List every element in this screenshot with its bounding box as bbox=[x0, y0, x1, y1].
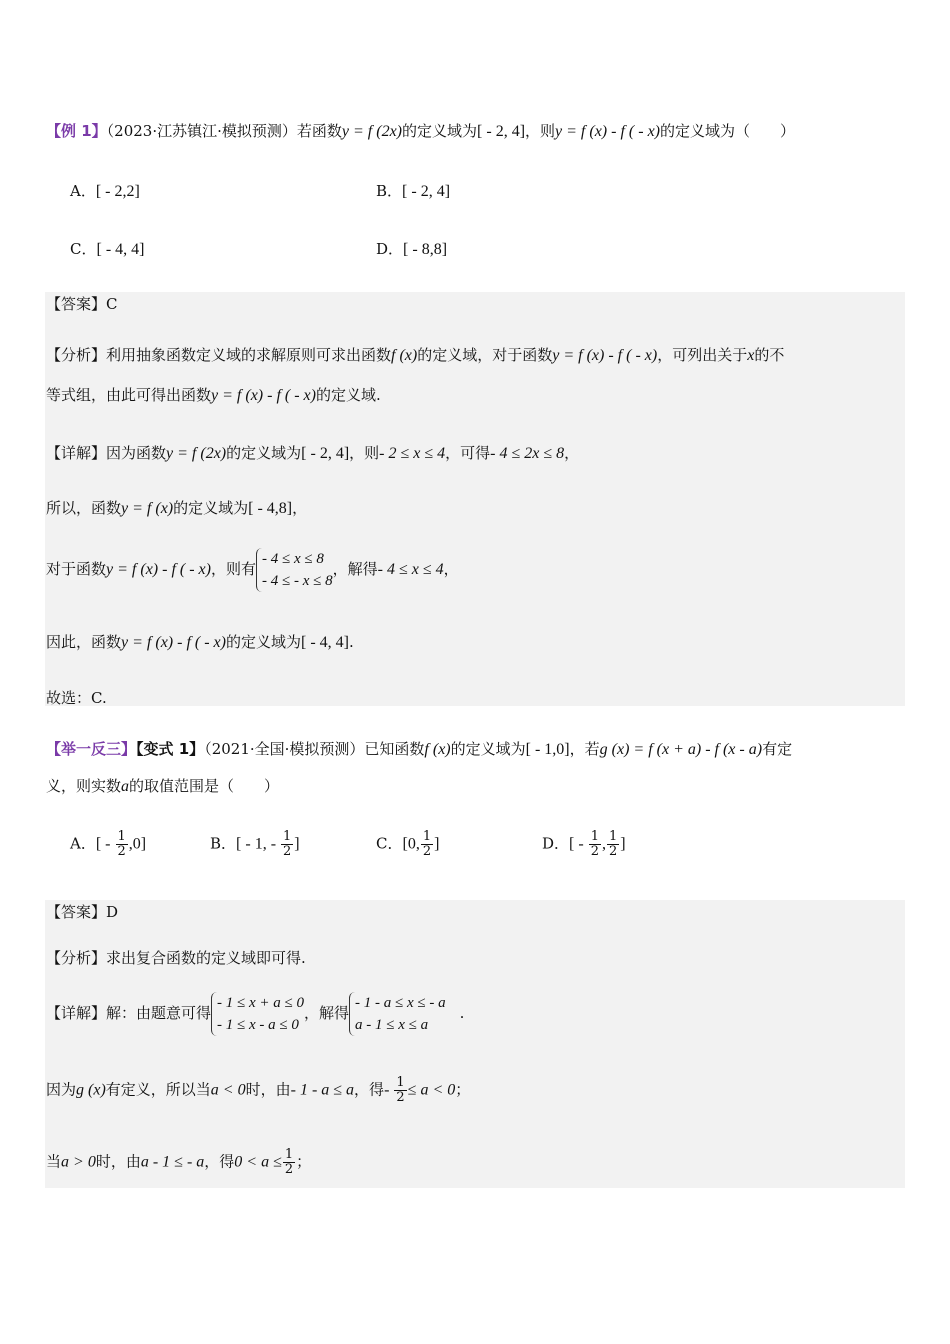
answer-2: 【答案】D bbox=[46, 903, 119, 921]
analysis-2: 【分析】求出复合函数的定义域即可得. bbox=[46, 949, 306, 967]
option-d[interactable]: D．[ - $\frac{1}{2}$ , $\frac{1}{2}$ ] bbox=[542, 829, 626, 859]
example-tag: 【例 1】 bbox=[46, 122, 107, 140]
detail-1-line-1: 【详解】因为函数y = f (2x)的定义域为[ - 2, 4]，则- 2 ≤ x ≤ 4，可得- 4 ≤ 2x ≤ 8， bbox=[46, 444, 580, 462]
example-1-question: 【例 1】（2023·江苏镇江·模拟预测）若函数y = f (2x)的定义域为[ - 2, 4]，则y = f (x) - f ( - x)的定义域为（ ） bbox=[46, 122, 796, 140]
option-a[interactable]: A．[ - 2,2] bbox=[70, 182, 140, 200]
detail-1-line-3: 对于函数y = f (x) - f ( - x)，则有 - 4 ≤ x ≤ 8 - 4 ≤ - x ≤ 8 ，解得- 4 ≤ x ≤ 4， bbox=[46, 548, 459, 592]
detail-2-line-3: 当a > 0时，由a - 1 ≤ - a，得0 < a ≤ $\frac{1}{2}$ ； bbox=[46, 1147, 312, 1177]
answer-1: 【答案】C bbox=[46, 295, 118, 313]
option-a[interactable]: A．[ - $\frac{1}{2}$ ,0] bbox=[70, 829, 147, 859]
choose-1: 故选：C. bbox=[46, 689, 107, 707]
detail-2-line-2: 因为g (x)有定义，所以当a < 0时，由- 1 - a ≤ a，得- $\frac{1}{2}$ ≤ a < 0； bbox=[46, 1075, 471, 1105]
example-2-line-1: 【举一反三】【变式 1】（2021·全国·模拟预测）已知函数f (x)的定义域为[ - 1,0]，若g (x) = f (x + a) - f (x - a)有定 bbox=[46, 740, 793, 758]
analysis-1-line-1: 【分析】利用抽象函数定义域的求解原则可求出函数f (x)的定义域，对于函数y = f (x) - f ( - x)，可列出关于x的不 bbox=[46, 346, 785, 364]
solution-2-panel bbox=[45, 900, 905, 1188]
option-c[interactable]: C．[ - 4, 4] bbox=[70, 240, 145, 258]
detail-2-line-1: 【详解】解：由题意可得 - 1 ≤ x + a ≤ 0 - 1 ≤ x - a ≤ 0 ，解得 - 1 - a ≤ x ≤ - a a - 1 ≤ x ≤ a . bbox=[46, 992, 464, 1036]
option-b[interactable]: B．[ - 2, 4] bbox=[376, 182, 451, 200]
example-2-line-2: 义，则实数a的取值范围是（ ） bbox=[46, 777, 280, 795]
analysis-1-line-2: 等式组，由此可得出函数y = f (x) - f ( - x)的定义域. bbox=[46, 386, 381, 404]
inequality-system: - 1 ≤ x + a ≤ 0 - 1 ≤ x - a ≤ 0 bbox=[211, 992, 304, 1036]
example-source: （2023·江苏镇江·模拟预测） bbox=[106, 122, 297, 140]
option-c[interactable]: C．[0, $\frac{1}{2}$ ] bbox=[376, 829, 440, 859]
detail-1-line-2: 所以，函数y = f (x)的定义域为[ - 4,8]， bbox=[46, 499, 308, 517]
inequality-system: - 4 ≤ x ≤ 8 - 4 ≤ - x ≤ 8 bbox=[256, 548, 333, 592]
option-d[interactable]: D．[ - 8,8] bbox=[376, 240, 448, 258]
option-b[interactable]: B．[ - 1, - $\frac{1}{2}$ ] bbox=[210, 829, 300, 859]
solution-system: - 1 - a ≤ x ≤ - a a - 1 ≤ x ≤ a bbox=[349, 992, 446, 1036]
detail-1-line-4: 因此，函数y = f (x) - f ( - x)的定义域为[ - 4, 4]. bbox=[46, 633, 354, 651]
